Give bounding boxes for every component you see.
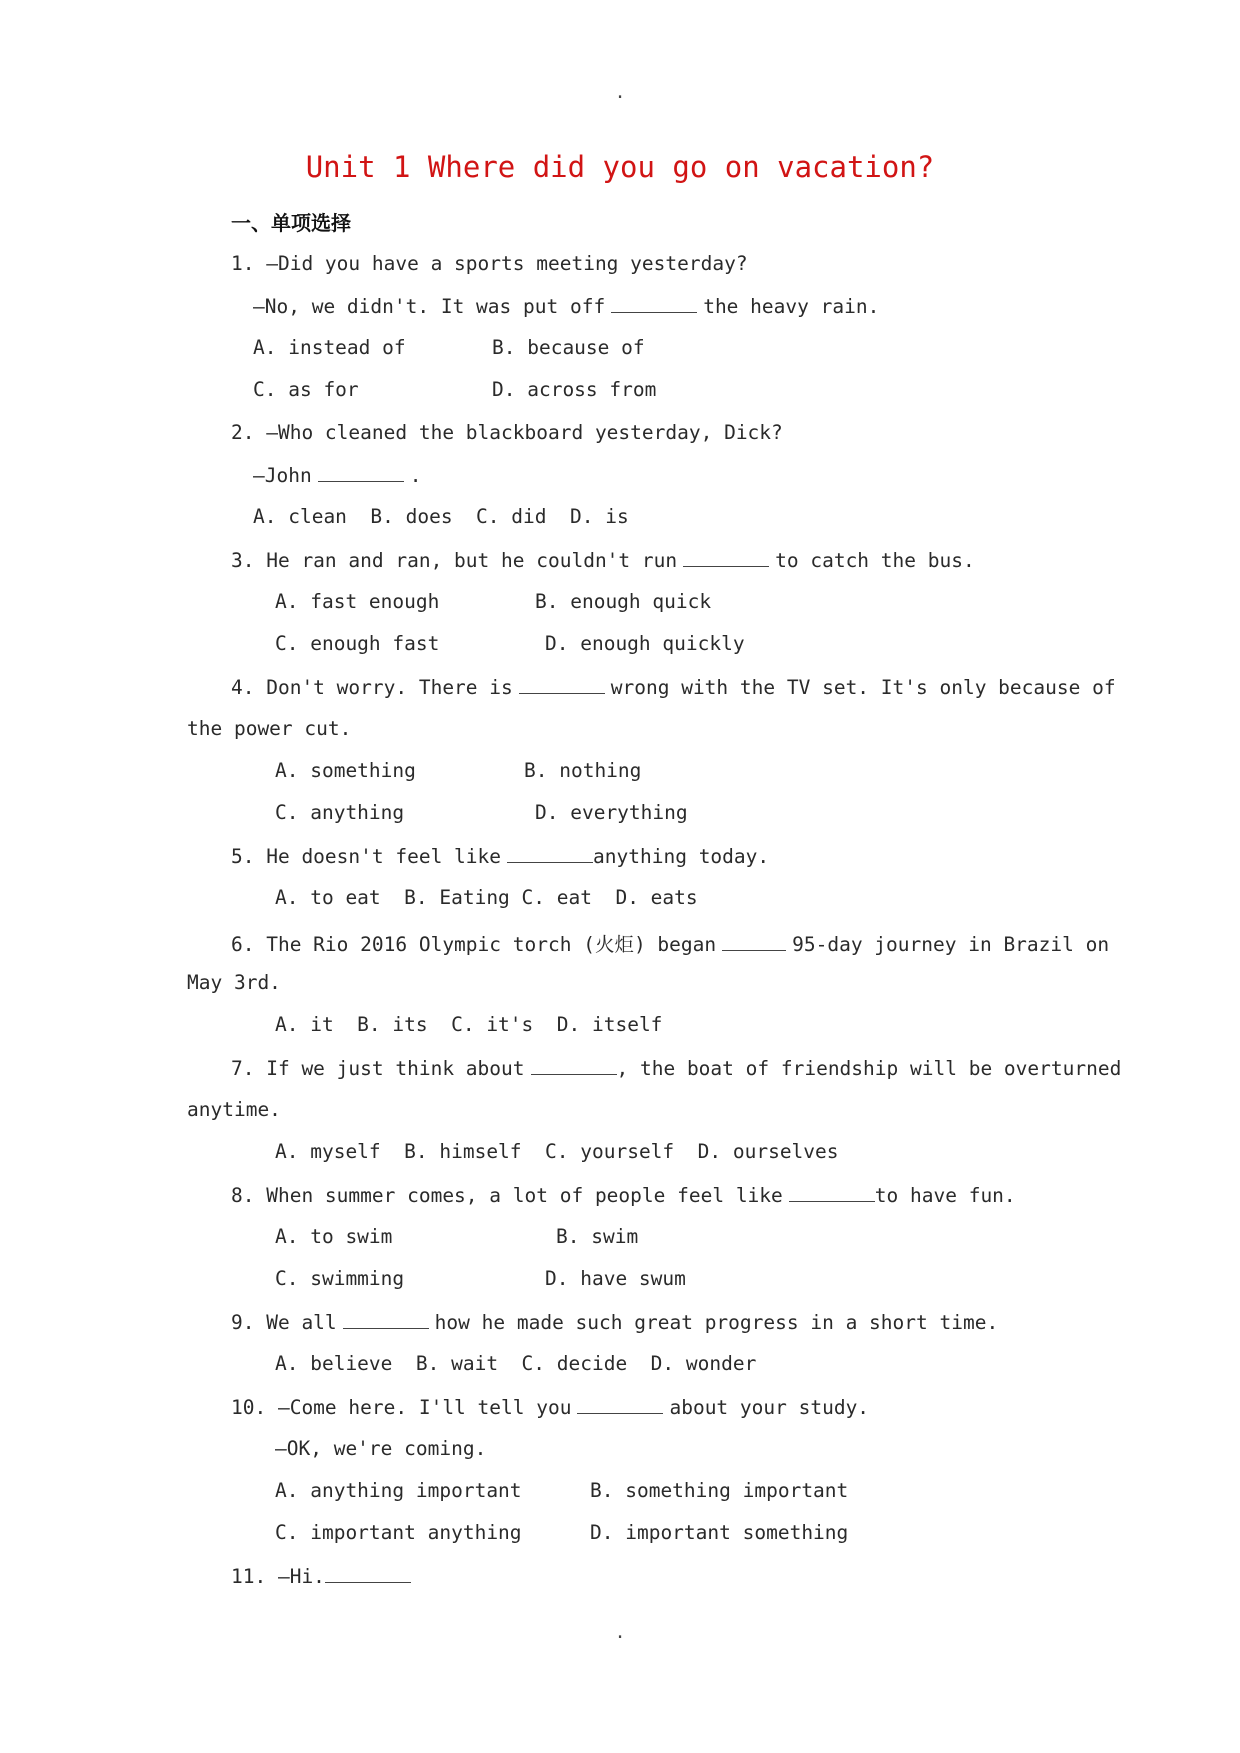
q9-stem-b: how he made such great progress in a short time. [434, 1311, 999, 1334]
q10-stem-a: 10. —Come here. I'll tell you [231, 1396, 572, 1419]
q8-blank [789, 1183, 875, 1202]
q10-option-c: C. important anything [275, 1521, 522, 1544]
q7-options: A. myself B. himself C. yourself D. ourselves [275, 1140, 839, 1163]
q1-stem: 1. —Did you have a sports meeting yesterday? [231, 252, 748, 275]
q10-blank [577, 1395, 663, 1414]
q8-option-b: B. swim [556, 1225, 639, 1248]
q9-stem-a: 9. We all [231, 1311, 337, 1334]
q7-stem-b: , the boat of friendship will be overturned [616, 1057, 1122, 1080]
q2-reply-text-b: . [409, 464, 422, 487]
q8-option-c: C. swimming [275, 1267, 405, 1290]
q2-reply-text-a: —John [253, 464, 312, 487]
q3-stem-a: 3. He ran and ran, but he couldn't run [231, 549, 678, 572]
q4-option-b: B. nothing [524, 759, 642, 782]
q8-option-a: A. to swim [275, 1225, 393, 1248]
q10-stem-b: about your study. [669, 1396, 870, 1419]
section-heading: 一、单项选择 [231, 211, 351, 235]
q5-stem-a: 5. He doesn't feel like [231, 845, 502, 868]
q6-stem-continued: May 3rd. [187, 971, 281, 994]
header-dot: . [614, 82, 626, 103]
q4-blank [519, 675, 605, 694]
q4-stem-continued: the power cut. [187, 717, 352, 740]
footer-dot: . [614, 1622, 626, 1643]
q3-option-c: C. enough fast [275, 632, 440, 655]
q9-blank [343, 1310, 429, 1329]
q10-option-a: A. anything important [275, 1479, 522, 1502]
q4-option-c: C. anything [275, 801, 405, 824]
q4-stem [231, 675, 1116, 699]
q2-stem: 2. —Who cleaned the blackboard yesterday, Dick? [231, 421, 783, 444]
q1-option-c: C. as for [253, 378, 359, 401]
q4-option-a: A. something [275, 759, 416, 782]
q1-reply-text-a: —No, we didn't. It was put off [253, 295, 606, 318]
q8-stem-a: 8. When summer comes, a lot of people feel like [231, 1184, 783, 1207]
q3-option-d: D. enough quickly [545, 632, 745, 655]
q2-options: A. clean B. does C. did D. is [253, 505, 629, 528]
q2-reply [253, 463, 421, 487]
q6-blank [722, 932, 786, 951]
q11-blank [325, 1564, 411, 1583]
q6-stem-a: 6. The Rio 2016 Olympic torch (火炬) began [231, 933, 717, 956]
q4-stem-b: wrong with the TV set. It's only because of [610, 676, 1116, 699]
q11-stem [231, 1564, 417, 1588]
q5-stem [231, 844, 769, 868]
q1-reply [253, 294, 879, 318]
q6-stem [231, 929, 1109, 957]
q1-option-b: B. because of [492, 336, 645, 359]
q2-blank [318, 463, 404, 482]
q3-option-b: B. enough quick [535, 590, 712, 613]
q10-reply: —OK, we're coming. [275, 1437, 487, 1460]
page-title: Unit 1 Where did you go on vacation? [305, 150, 935, 184]
q1-option-a: A. instead of [253, 336, 406, 359]
q1-blank [611, 294, 697, 313]
q6-stem-b: 95-day journey in Brazil on [792, 933, 1110, 956]
q10-option-b: B. something important [590, 1479, 849, 1502]
q3-blank [683, 548, 769, 567]
q10-stem [231, 1395, 869, 1419]
q1-reply-text-b: the heavy rain. [703, 295, 880, 318]
q5-stem-b: anything today. [593, 845, 770, 868]
q8-stem-b: to have fun. [874, 1184, 1016, 1207]
q4-stem-a: 4. Don't worry. There is [231, 676, 513, 699]
q4-option-d: D. everything [535, 801, 688, 824]
q7-stem-a: 7. If we just think about [231, 1057, 525, 1080]
q5-blank [507, 844, 593, 863]
q7-stem [231, 1056, 1121, 1080]
q7-stem-continued: anytime. [187, 1098, 281, 1121]
q1-option-d: D. across from [492, 378, 657, 401]
q6-options: A. it B. its C. it's D. itself [275, 1013, 663, 1036]
q8-stem [231, 1183, 1016, 1207]
q3-stem [231, 548, 975, 572]
q9-options: A. believe B. wait C. decide D. wonder [275, 1352, 757, 1375]
q7-blank [531, 1056, 617, 1075]
q9-stem [231, 1310, 998, 1334]
q11-stem-a: 11. —Hi. [231, 1565, 325, 1588]
q10-option-d: D. important something [590, 1521, 849, 1544]
q8-option-d: D. have swum [545, 1267, 686, 1290]
q3-stem-b: to catch the bus. [775, 549, 975, 572]
q5-options: A. to eat B. Eating C. eat D. eats [275, 886, 698, 909]
q3-option-a: A. fast enough [275, 590, 440, 613]
